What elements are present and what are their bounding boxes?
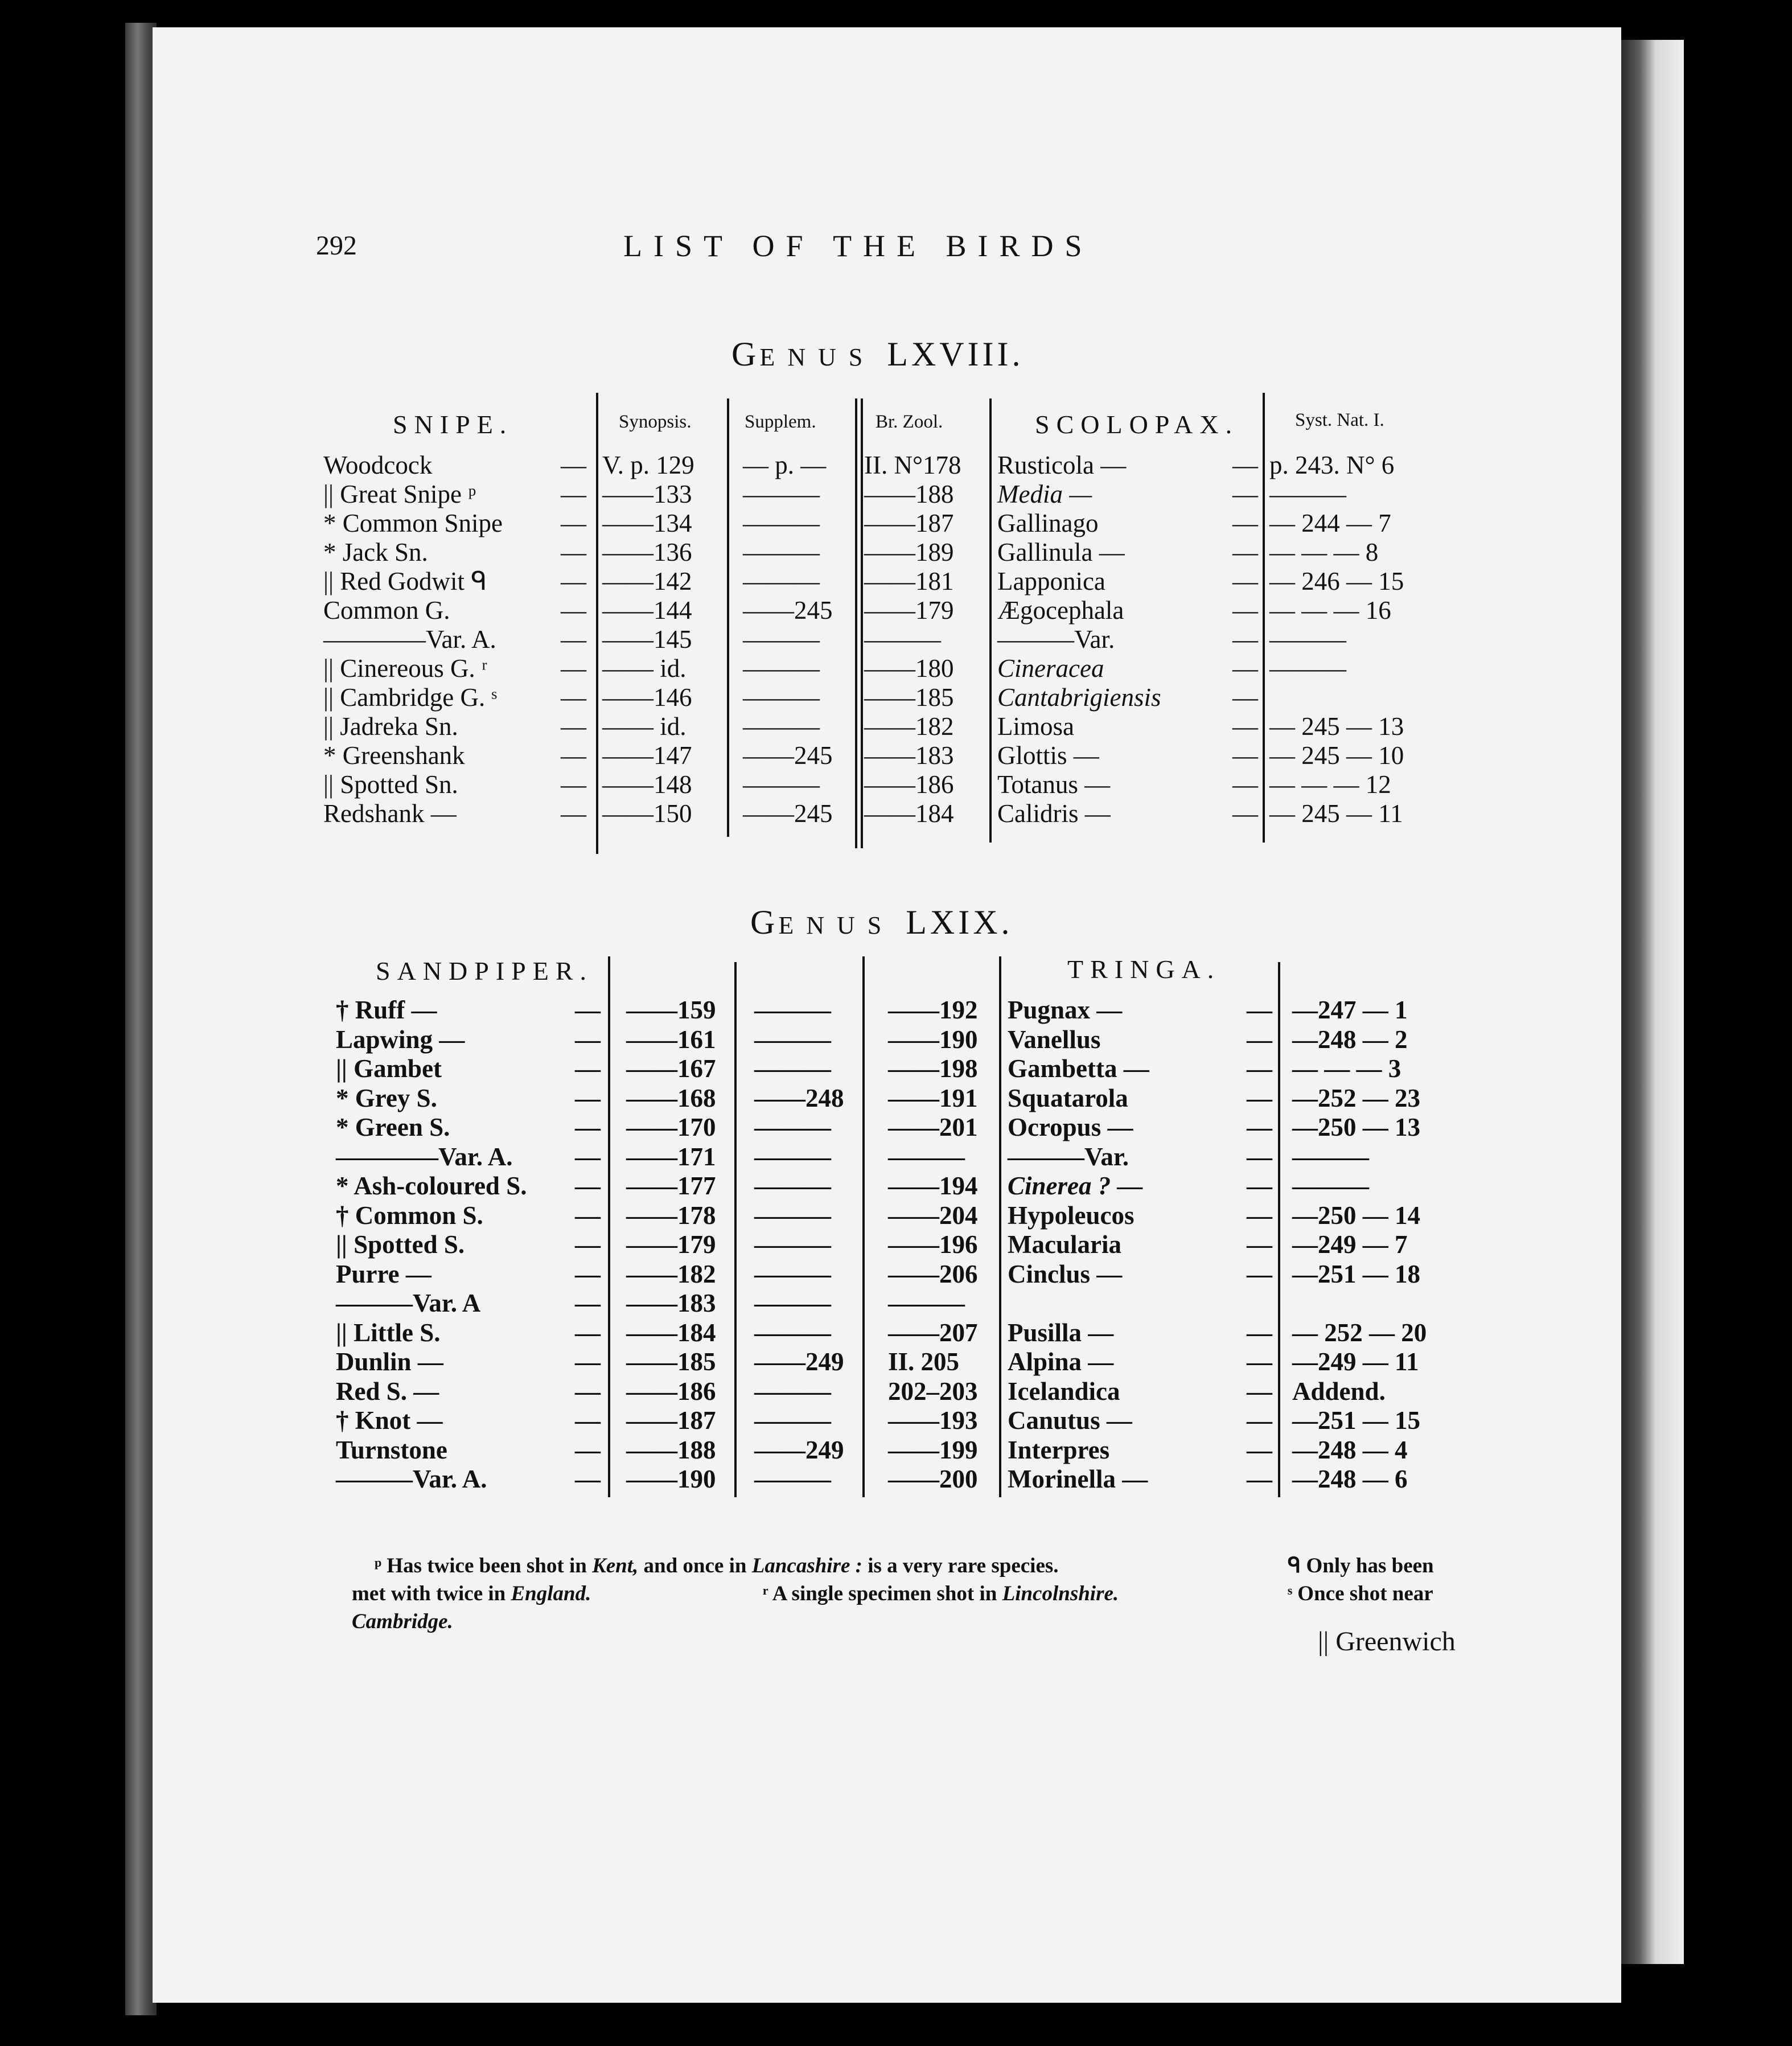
cell-br-zool: ——198 [888,1054,978,1083]
cell-synopsis: ——167 [626,1054,716,1083]
cell-synopsis: —— id. [602,712,687,741]
cell-syst-nat: — 246 — 15 [1269,567,1404,595]
footnote-text: met with twice in [352,1582,506,1605]
cell-dash2: — [1247,1347,1272,1376]
cell-dash2: — [1232,480,1258,508]
cell-dash: — [575,1054,601,1083]
cell-synopsis: ——178 [626,1201,716,1230]
cell-synopsis: ——190 [626,1465,716,1493]
cell-synopsis: ——187 [626,1406,716,1435]
column-rule [861,398,863,848]
running-head: LIST OF THE BIRDS [623,229,1094,263]
cell-supplem: ——245 [743,799,833,828]
column-rule [727,398,729,837]
cell-latin: Lapponica [997,567,1105,595]
genus-numeral: LXVIII. [887,335,1024,373]
cell-dash: — [561,654,586,683]
cell-english: Woodcock [323,451,433,479]
cell-br-zool: ——201 [888,1113,978,1141]
cell-english: * Jack Sn. [323,538,428,566]
column-rule [1278,962,1280,1497]
cell-english: Purre — [336,1259,431,1288]
genus-prefix: G [750,903,779,941]
cell-english: Red S. — [336,1377,439,1406]
cell-br-zool: ——— [888,1142,965,1171]
cell-latin: Rusticola — [997,451,1127,479]
cell-dash: — [561,770,586,799]
cell-dash: — [575,1347,601,1376]
cell-synopsis: ——183 [626,1289,716,1317]
footnote-s: ˢ Once shot near [1288,1582,1433,1605]
cell-br-zool: ——192 [888,996,978,1024]
header-synopsis: Synopsis. [619,412,692,432]
cell-supplem: ——— [754,1025,831,1054]
cell-synopsis: ——146 [602,683,692,712]
column-rule [855,398,857,848]
cell-latin: Vanellus [1008,1025,1101,1054]
cell-dash2: — [1247,1054,1272,1083]
cell-synopsis: ——133 [602,480,692,508]
cell-syst-nat: — — — 8 [1269,538,1379,566]
cell-br-zool: ——185 [864,683,954,712]
cell-english: Lapwing — [336,1025,465,1054]
cell-english: || Great Snipe ᵖ [323,480,476,508]
cell-latin: Macularia [1008,1230,1121,1259]
cell-supplem: ——— [754,1406,831,1435]
cell-latin: Hypoleucos [1008,1201,1135,1230]
footnote-place: Lancashire : [751,1554,862,1577]
cell-dash: — [561,480,586,508]
book-spine [125,23,157,2015]
cell-supplem: — p. — [743,451,827,479]
cell-dash: — [561,509,586,537]
cell-supplem: ——— [743,683,820,712]
cell-supplem: ——— [743,509,820,537]
cell-dash2: — [1247,1259,1272,1288]
cell-synopsis: ——185 [626,1347,716,1376]
cell-dash: — [575,1172,601,1200]
cell-syst-nat: ——— [1269,625,1346,654]
cell-supplem: ——— [754,1259,831,1288]
cell-latin: Ocropus — [1008,1113,1133,1141]
cell-dash: — [575,1289,601,1317]
cell-supplem: ——— [754,1289,831,1317]
cell-br-zool: ——181 [864,567,954,595]
cell-dash: — [575,1377,601,1406]
cell-dash: — [575,1142,601,1171]
cell-supplem: ——— [754,1377,831,1406]
cell-latin: Cantabrigiensis [997,683,1161,712]
cell-br-zool: ——204 [888,1201,978,1230]
footnote-r [763,1581,1119,1607]
cell-latin: Cinclus — [1008,1259,1123,1288]
facing-page-edge [1621,40,1684,1964]
cell-english: * Green S. [336,1113,450,1141]
cell-latin: Interpres [1008,1435,1110,1464]
cell-latin: Gallinula — [997,538,1125,566]
cell-br-zool: ——207 [888,1318,978,1347]
cell-br-zool: 202–203 [888,1377,978,1406]
cell-syst-nat: — 245 — 11 [1269,799,1403,828]
cell-supplem: ——248 [754,1083,844,1112]
cell-dash: — [575,1230,601,1259]
footnote-q: ᑫ Only has been [1288,1554,1434,1577]
cell-syst-nat: —247 — 1 [1292,996,1408,1024]
cell-dash2: — [1247,1113,1272,1141]
cell-dash: — [561,712,586,741]
cell-synopsis: ——188 [626,1435,716,1464]
cell-synopsis: ——182 [626,1259,716,1288]
cell-syst-nat: ——— [1292,1172,1369,1200]
cell-supplem: ——— [754,1054,831,1083]
cell-br-zool: ——180 [864,654,954,683]
cell-syst-nat: — 244 — 7 [1269,509,1391,537]
cell-dash2: — [1247,1083,1272,1112]
footnote-line-1 [375,1553,1059,1579]
cell-syst-nat: ——— [1292,1142,1369,1171]
footnote-line-2 [352,1581,591,1607]
cell-supplem: ——— [754,1113,831,1141]
cell-dash: — [575,1113,601,1141]
cell-dash2: — [1232,654,1258,683]
footnote-place: Cambridge. [352,1610,453,1633]
cell-supplem: ——— [743,625,820,654]
cell-syst-nat: —250 — 14 [1292,1201,1420,1230]
cell-synopsis: ——148 [602,770,692,799]
footnote-line-3 [352,1609,453,1635]
cell-dash2: — [1247,1172,1272,1200]
cell-dash: — [575,1259,601,1288]
cell-supplem: ——— [754,1201,831,1230]
genus-title-1 [731,337,1024,371]
cell-dash2: — [1232,741,1258,770]
cell-br-zool: ——182 [864,712,954,741]
cell-br-zool: ——196 [888,1230,978,1259]
cell-synopsis: ——179 [626,1230,716,1259]
cell-english: ————Var. A. [323,625,496,654]
footnote-text: and once in [643,1554,747,1577]
cell-synopsis: —— id. [602,654,687,683]
column-rule [734,962,737,1497]
cell-dash2: — [1232,799,1258,828]
cell-br-zool: ——194 [888,1172,978,1200]
cell-dash2: — [1247,1025,1272,1054]
cell-supplem: ——— [743,538,820,566]
cell-latin: Gambetta — [1008,1054,1149,1083]
cell-dash2: — [1247,1142,1272,1171]
cell-supplem: ——— [754,1230,831,1259]
cell-dash: — [575,1465,601,1493]
cell-supplem: ——— [754,1465,831,1493]
cell-dash2: — [1232,683,1258,712]
cell-syst-nat: p. 243. N° 6 [1269,451,1395,479]
cell-dash2: — [1232,451,1258,479]
cell-syst-nat: —250 — 13 [1292,1113,1420,1141]
cell-english: ———Var. A [336,1289,481,1317]
cell-english: || Red Godwit ᑫ [323,567,487,595]
catchword: || Greenwich [1318,1626,1456,1657]
cell-dash2: — [1247,1201,1272,1230]
header-br-zool: Br. Zool. [876,412,943,432]
cell-dash: — [561,683,586,712]
cell-synopsis: ——150 [602,799,692,828]
cell-br-zool: ——183 [864,741,954,770]
cell-english: || Jadreka Sn. [323,712,458,741]
cell-latin: Totanus — [997,770,1111,799]
cell-latin: Pusilla — [1008,1318,1114,1347]
cell-latin: Gallinago [997,509,1099,537]
cell-latin: ———Var. [1008,1142,1129,1171]
column-rule [989,398,992,843]
cell-dash2: — [1247,1377,1272,1406]
cell-english: || Gambet [336,1054,442,1083]
cell-syst-nat: ——— [1269,480,1346,508]
cell-syst-nat: ——— [1269,654,1346,683]
cell-dash2: — [1247,1230,1272,1259]
cell-br-zool: II. N°178 [864,451,961,479]
cell-supplem: ——— [754,1142,831,1171]
cell-english: Dunlin — [336,1347,443,1376]
cell-english: || Spotted S. [336,1230,465,1259]
cell-english: || Cinereous G. ʳ [323,654,487,683]
cell-syst-nat: —251 — 15 [1292,1406,1420,1435]
footnote-place: Kent, [592,1554,639,1577]
cell-br-zool: ——199 [888,1435,978,1464]
cell-syst-nat: — 245 — 13 [1269,712,1404,741]
cell-dash: — [561,451,586,479]
cell-synopsis: ——161 [626,1025,716,1054]
cell-synopsis: ——159 [626,996,716,1024]
column-rule [608,956,610,1497]
cell-synopsis: ——144 [602,596,692,625]
cell-synopsis: ——145 [602,625,692,654]
footnote-text: ʳ A single specimen shot in [763,1582,997,1605]
cell-supplem: ——— [754,996,831,1024]
cell-supplem: ——249 [754,1347,844,1376]
header-syst-nat: Syst. Nat. I. [1295,410,1384,430]
cell-dash: — [575,1201,601,1230]
cell-latin: Squatarola [1008,1083,1128,1112]
header-latin: SCOLOPAX. [1035,410,1239,439]
cell-synopsis: ——136 [602,538,692,566]
cell-br-zool: ——186 [864,770,954,799]
cell-synopsis: ——147 [602,741,692,770]
genus-word: ENUS [759,343,876,371]
cell-latin: Calidris — [997,799,1111,828]
cell-synopsis: ——177 [626,1172,716,1200]
cell-english: * Common Snipe [323,509,503,537]
cell-english: || Little S. [336,1318,441,1347]
cell-dash: — [561,596,586,625]
header-english: SANDPIPER. [376,956,594,985]
cell-synopsis: ——168 [626,1083,716,1112]
cell-dash2: — [1232,567,1258,595]
cell-syst-nat: —251 — 18 [1292,1259,1420,1288]
header-latin: TRINGA. [1067,955,1221,984]
cell-syst-nat: —249 — 7 [1292,1230,1408,1259]
cell-dash: — [561,567,586,595]
cell-synopsis: ——184 [626,1318,716,1347]
cell-english: Turnstone [336,1435,447,1464]
cell-syst-nat: — — — 12 [1269,770,1391,799]
cell-latin: Morinella — [1008,1465,1148,1493]
cell-br-zool: ——184 [864,799,954,828]
cell-br-zool: ——191 [888,1083,978,1112]
cell-supplem: ——— [743,712,820,741]
cell-br-zool: ——188 [864,480,954,508]
cell-english: † Common S. [336,1201,483,1230]
cell-synopsis: ——142 [602,567,692,595]
cell-latin: Icelandica [1008,1377,1120,1406]
cell-english: * Grey S. [336,1083,437,1112]
cell-dash: — [561,538,586,566]
cell-latin: Media — [997,480,1092,508]
cell-dash: — [575,1025,601,1054]
cell-syst-nat: Addend. [1292,1377,1386,1406]
cell-english: Redshank — [323,799,457,828]
cell-br-zool: ——193 [888,1406,978,1435]
cell-supplem: ——— [754,1172,831,1200]
cell-syst-nat: — — — 3 [1292,1054,1401,1083]
footnote-place: England. [511,1582,591,1605]
cell-english: ————Var. A. [336,1142,513,1171]
footnote-place: Lincolnshire. [1002,1582,1119,1605]
cell-br-zool: ——189 [864,538,954,566]
footnote-text: is a very rare species. [868,1554,1059,1577]
cell-dash: — [561,741,586,770]
cell-latin: Limosa [997,712,1074,741]
cell-latin: Pugnax — [1008,996,1123,1024]
cell-dash: — [561,799,586,828]
cell-br-zool: ——— [864,625,941,654]
cell-syst-nat: —249 — 11 [1292,1347,1419,1376]
cell-dash2: — [1247,1435,1272,1464]
cell-br-zool: ——190 [888,1025,978,1054]
cell-dash: — [575,1435,601,1464]
page-number: 292 [316,231,357,261]
cell-supplem: ——— [743,654,820,683]
cell-english: Common G. [323,596,450,625]
cell-syst-nat: —248 — 2 [1292,1025,1408,1054]
cell-br-zool: ——200 [888,1465,978,1493]
genus-prefix: G [731,335,760,373]
cell-syst-nat: — — — 16 [1269,596,1391,625]
cell-latin: Alpina — [1008,1347,1114,1376]
cell-english: ———Var. A. [336,1465,487,1493]
cell-syst-nat: —248 — 6 [1292,1465,1408,1493]
cell-dash2: — [1232,538,1258,566]
cell-dash2: — [1247,1465,1272,1493]
cell-english: † Ruff — [336,996,437,1024]
cell-supplem: ——— [743,567,820,595]
cell-supplem: ——— [743,770,820,799]
cell-br-zool: ——187 [864,509,954,537]
cell-english: † Knot — [336,1406,443,1435]
genus-title-2 [750,905,1013,939]
cell-br-zool: ——— [888,1289,965,1317]
cell-synopsis: ——134 [602,509,692,537]
cell-supplem: ——249 [754,1435,844,1464]
cell-english: || Cambridge G. ˢ [323,683,498,712]
cell-syst-nat: —252 — 23 [1292,1083,1420,1112]
cell-supplem: ——— [754,1318,831,1347]
column-rule [862,956,865,1497]
cell-syst-nat: —248 — 4 [1292,1435,1408,1464]
cell-dash: — [575,996,601,1024]
cell-dash2: — [1232,770,1258,799]
column-rule [999,956,1001,1497]
cell-supplem: ——— [743,480,820,508]
cell-synopsis: ——170 [626,1113,716,1141]
cell-br-zool: II. 205 [888,1347,960,1376]
cell-dash: — [575,1318,601,1347]
cell-syst-nat: — 245 — 10 [1269,741,1404,770]
header-supplem: Supplem. [745,412,816,432]
cell-dash2: — [1232,509,1258,537]
column-rule [596,393,598,854]
cell-dash2: — [1247,996,1272,1024]
column-rule [1263,393,1265,843]
cell-latin: Cineracea [997,654,1104,683]
cell-latin: Canutus — [1008,1406,1132,1435]
cell-dash2: — [1232,712,1258,741]
cell-br-zool: ——206 [888,1259,978,1288]
cell-supplem: ——245 [743,596,833,625]
cell-latin: Cinerea ? — [1008,1172,1143,1200]
cell-dash2: — [1247,1318,1272,1347]
cell-latin: Glottis — [997,741,1099,770]
cell-supplem: ——245 [743,741,833,770]
cell-dash2: — [1232,625,1258,654]
cell-dash: — [561,625,586,654]
footnote-p: ᵖ Has twice been shot in [375,1554,587,1577]
cell-br-zool: ——179 [864,596,954,625]
cell-synopsis: V. p. 129 [602,451,694,479]
cell-latin: Ægocephala [997,596,1124,625]
cell-synopsis: ——171 [626,1142,716,1171]
cell-english: * Greenshank [323,741,465,770]
cell-english: * Ash-coloured S. [336,1172,527,1200]
genus-numeral: LXIX. [906,903,1013,941]
cell-synopsis: ——186 [626,1377,716,1406]
header-english: SNIPE. [393,410,513,439]
cell-english: || Spotted Sn. [323,770,458,799]
cell-dash: — [575,1406,601,1435]
cell-dash: — [575,1083,601,1112]
cell-dash2: — [1232,596,1258,625]
genus-word: ENUS [778,911,894,939]
cell-syst-nat: — 252 — 20 [1292,1318,1427,1347]
cell-dash2: — [1247,1406,1272,1435]
cell-latin: ———Var. [997,625,1115,654]
